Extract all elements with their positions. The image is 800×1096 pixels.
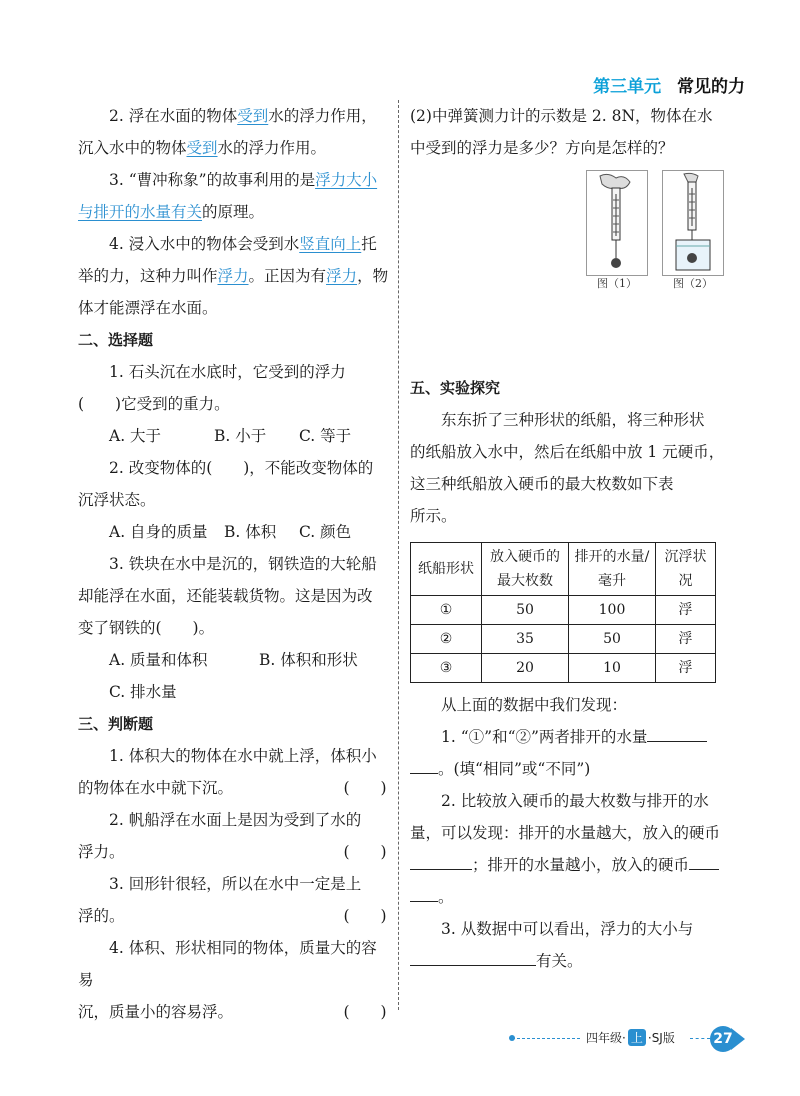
option[interactable]: B. 体积和形状 bbox=[259, 651, 358, 669]
figure-2-caption: 图（2） bbox=[673, 277, 713, 290]
table-row bbox=[411, 654, 716, 683]
findings-intro: 从上面的数据中我们发现： bbox=[441, 696, 628, 714]
judge-q3: 3. 回形针很轻，所以在水中一定是上 bbox=[109, 875, 362, 893]
choice-q1-cont: ( )它受到的重力。 bbox=[78, 395, 230, 413]
choice-q3-options bbox=[78, 644, 390, 676]
calc-q2-cont: 中受到的浮力是多少？方向是怎样的？ bbox=[410, 139, 674, 157]
experiment-text-2: 的纸船放入水中，然后在纸船中放 1 元硬币， bbox=[410, 443, 725, 461]
figure-group bbox=[410, 170, 724, 292]
finding-3-cont: 有关。 bbox=[410, 945, 732, 977]
choice-q1-options bbox=[78, 420, 390, 452]
table-cell: 100 bbox=[569, 596, 656, 625]
finding-1-cont: 。(填“相同”或“不同”) bbox=[410, 753, 732, 785]
experiment-text-3: 这三种纸船放入硬币的最大枚数如下表 bbox=[410, 475, 674, 493]
section-experiment: 五、实验探究 bbox=[410, 379, 501, 397]
finding-2-cont2: ；排开的水量越小，放入的硬币 bbox=[410, 849, 732, 881]
answer-blank[interactable] bbox=[410, 945, 536, 966]
choice-q3-cont: 却能浮在水面，还能装载货物。这是因为改 bbox=[78, 587, 373, 605]
choice-q2: 2. 改变物体的( )，不能改变物体的 bbox=[109, 459, 374, 477]
table-cell: 20 bbox=[482, 654, 569, 683]
choice-q3-end: 变了钢铁的( )。 bbox=[78, 619, 215, 637]
fill-q2: 2. 浮在水面的物体受到水的浮力作用， bbox=[109, 107, 377, 125]
option[interactable]: A. 大于 bbox=[109, 427, 162, 445]
fill-q4: 4. 浸入水中的物体会受到水竖直向上托 bbox=[109, 235, 377, 253]
table-cell: 50 bbox=[482, 596, 569, 625]
table-header: 沉浮状况 bbox=[656, 543, 716, 596]
table-cell: 浮 bbox=[656, 596, 716, 625]
answer-blank[interactable] bbox=[410, 753, 438, 774]
judge-q3-cont: 浮的。 ( ) bbox=[78, 900, 390, 932]
calc-q2: (2)中弹簧测力计的示数是 2. 8N，物体在水 bbox=[410, 107, 713, 125]
judge-q4-cont: 沉，质量小的容易浮。 ( ) bbox=[78, 996, 390, 1028]
answer: 浮力大小 bbox=[315, 171, 378, 189]
spring-scale-beaker-illustration bbox=[662, 170, 724, 276]
answer: 浮力 bbox=[217, 267, 249, 285]
option[interactable]: A. 自身的质量 bbox=[109, 523, 208, 541]
finding-3: 3. 从数据中可以看出，浮力的大小与 bbox=[441, 920, 694, 938]
judge-q1-cont: 的物体在水中就下沉。 ( ) bbox=[78, 772, 390, 804]
experiment-table bbox=[410, 542, 716, 683]
judge-q2: 2. 帆船浮在水面上是因为受到了水的 bbox=[109, 811, 362, 829]
table-header: 纸船形状 bbox=[411, 543, 482, 596]
choice-q2-cont: 沉浮状态。 bbox=[78, 491, 156, 509]
unit-label: 第三单元 bbox=[593, 77, 662, 97]
judge-q1: 1. 体积大的物体在水中就上浮，体积小 bbox=[109, 747, 377, 765]
experiment-text-4: 所示。 bbox=[410, 507, 457, 525]
table-cell: ① bbox=[411, 596, 482, 625]
table-cell: 浮 bbox=[656, 625, 716, 654]
right-column bbox=[410, 100, 732, 977]
column-divider bbox=[398, 100, 399, 1010]
figure-1 bbox=[586, 170, 648, 292]
option[interactable]: C. 颜色 bbox=[299, 523, 352, 541]
finding-2-cont: 量，可以发现：排开的水量越大，放入的硬币 bbox=[410, 824, 721, 842]
table-header-row bbox=[411, 543, 716, 596]
option[interactable]: B. 体积 bbox=[224, 523, 277, 541]
table-header: 放入硬币的最大枚数 bbox=[482, 543, 569, 596]
table-cell: ② bbox=[411, 625, 482, 654]
page-header bbox=[593, 72, 745, 97]
figure-2 bbox=[662, 170, 724, 292]
option[interactable]: B. 小于 bbox=[214, 427, 267, 445]
table-row bbox=[411, 596, 716, 625]
footer-dash bbox=[512, 1038, 580, 1039]
choice-q2-options bbox=[78, 516, 390, 548]
table-cell: 浮 bbox=[656, 654, 716, 683]
choice-q1: 1. 石头沉在水底时，它受到的浮力 bbox=[109, 363, 346, 381]
fill-q4-cont: 举的力，这种力叫作浮力。正因为有浮力，物 bbox=[78, 267, 389, 285]
answer-paren[interactable]: ( ) bbox=[343, 1003, 387, 1021]
left-column bbox=[78, 100, 390, 1028]
option[interactable]: C. 排水量 bbox=[109, 683, 177, 701]
finding-2-end: 。 bbox=[410, 881, 732, 913]
option[interactable]: A. 质量和体积 bbox=[109, 651, 208, 669]
fill-q4-end: 体才能漂浮在水面。 bbox=[78, 299, 218, 317]
experiment-text-1: 东东折了三种形状的纸船，将三种形状 bbox=[441, 411, 705, 429]
answer-blank[interactable] bbox=[410, 881, 438, 902]
section-judge: 三、判断题 bbox=[78, 715, 154, 733]
finding-1: 1. “①”和“②”两者排开的水量 bbox=[410, 721, 732, 753]
answer-blank[interactable] bbox=[647, 721, 707, 742]
page-footer bbox=[512, 1024, 752, 1054]
grade-label: 四年级· 上 ·SJ版 bbox=[586, 1031, 675, 1045]
fill-q3: 3. “曹冲称象”的故事利用的是浮力大小 bbox=[109, 171, 378, 189]
answer-blank[interactable] bbox=[689, 849, 719, 870]
footer-dash bbox=[690, 1038, 710, 1039]
answer: 浮力 bbox=[326, 267, 358, 285]
table-cell: 50 bbox=[569, 625, 656, 654]
choice-q3: 3. 铁块在水中是沉的，钢铁造的大轮船 bbox=[109, 555, 377, 573]
answer-blank[interactable] bbox=[410, 849, 472, 870]
table-header: 排开的水量/毫升 bbox=[569, 543, 656, 596]
table-cell: 35 bbox=[482, 625, 569, 654]
table-row bbox=[411, 625, 716, 654]
spring-scale-hand-illustration bbox=[586, 170, 648, 276]
finding-2: 2. 比较放入硬币的最大枚数与排开的水 bbox=[441, 792, 709, 810]
fill-q2-cont: 沉入水中的物体受到水的浮力作用。 bbox=[78, 139, 327, 157]
page-number: 27 bbox=[710, 1026, 736, 1052]
section-choice: 二、选择题 bbox=[78, 331, 154, 349]
table-cell: 10 bbox=[569, 654, 656, 683]
figure-1-caption: 图（1） bbox=[597, 277, 637, 290]
answer: 受到 bbox=[186, 139, 218, 157]
answer-paren[interactable]: ( ) bbox=[343, 907, 387, 925]
table-cell: ③ bbox=[411, 654, 482, 683]
answer: 受到 bbox=[237, 107, 269, 125]
answer: 与排开的水量有关 bbox=[78, 203, 203, 221]
answer-paren[interactable]: ( ) bbox=[343, 779, 387, 797]
option[interactable]: C. 等于 bbox=[299, 427, 352, 445]
unit-title: 常见的力 bbox=[677, 77, 745, 97]
answer-paren[interactable]: ( ) bbox=[343, 843, 387, 861]
choice-q3-options-2 bbox=[78, 676, 390, 708]
fill-q3-cont: 与排开的水量有关的原理。 bbox=[78, 203, 265, 221]
answer: 竖直向上 bbox=[299, 235, 362, 253]
judge-q2-cont: 浮力。 ( ) bbox=[78, 836, 390, 868]
judge-q4: 4. 体积、形状相同的物体，质量大的容易 bbox=[78, 939, 377, 989]
